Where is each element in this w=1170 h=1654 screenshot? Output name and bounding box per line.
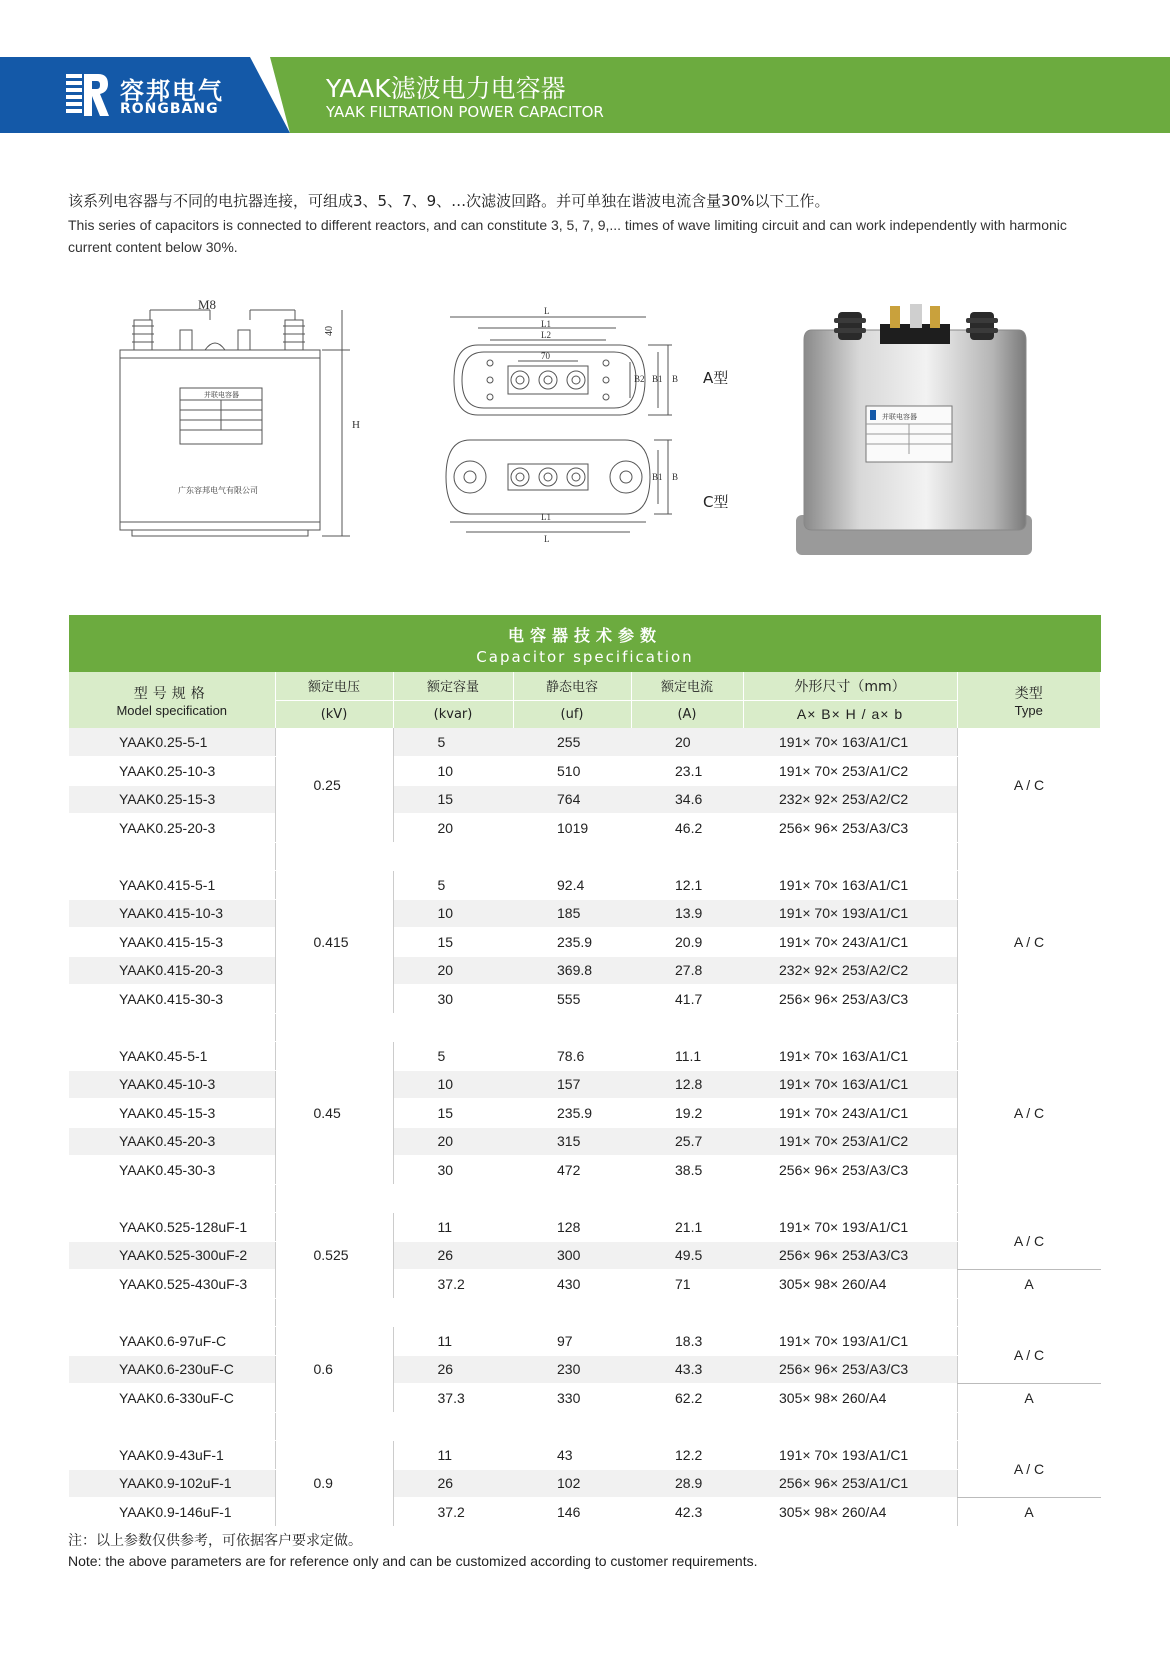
model-cell: YAAK0.25-10-3 — [69, 757, 275, 786]
spacer-cell — [69, 1298, 275, 1327]
dimensions-cell: 191× 70× 253/A1/C2 — [743, 757, 957, 786]
capacity-cell: 20 — [393, 1127, 513, 1156]
spacer-cell — [275, 1412, 393, 1441]
table-row — [69, 1070, 1101, 1099]
spacer-cell — [957, 1184, 1101, 1213]
model-cell: YAAK0.6-330uF-C — [69, 1384, 275, 1413]
dimensions-cell: 191× 70× 193/A1/C1 — [743, 1327, 957, 1356]
static-capacitance-cell: 43 — [513, 1441, 631, 1470]
spacer-cell — [393, 1013, 513, 1042]
dimensions-cell: 256× 96× 253/A3/C3 — [743, 1241, 957, 1270]
current-cell: 62.2 — [631, 1384, 743, 1413]
model-cell: YAAK0.25-20-3 — [69, 814, 275, 843]
photo-nameplate-title: 并联电容器 — [882, 413, 917, 421]
spacer-cell — [69, 1412, 275, 1441]
model-cell: YAAK0.9-43uF-1 — [69, 1441, 275, 1470]
static-capacitance-cell: 1019 — [513, 814, 631, 843]
dimensions-cell: 256× 96× 253/A3/C3 — [743, 814, 957, 843]
capacity-cell: 26 — [393, 1241, 513, 1270]
model-cell: YAAK0.415-30-3 — [69, 985, 275, 1014]
header-voltage-cn: 额定电压 — [275, 672, 393, 700]
type-cell: A / C — [957, 1327, 1101, 1384]
current-cell: 12.8 — [631, 1070, 743, 1099]
capacity-cell: 10 — [393, 757, 513, 786]
dimensions-cell: 191× 70× 253/A1/C2 — [743, 1127, 957, 1156]
static-capacitance-cell: 510 — [513, 757, 631, 786]
capacity-cell: 26 — [393, 1355, 513, 1384]
table-row — [69, 956, 1101, 985]
type-cell: A / C — [957, 1042, 1101, 1185]
spacer-cell — [743, 1412, 957, 1441]
static-capacitance-cell: 146 — [513, 1498, 631, 1527]
nameplate-title: 并联电容器 — [204, 391, 239, 399]
spacer-cell — [69, 842, 275, 871]
model-cell: YAAK0.6-97uF-C — [69, 1327, 275, 1356]
capacity-cell: 15 — [393, 785, 513, 814]
spacer-cell — [957, 1013, 1101, 1042]
current-cell: 12.1 — [631, 871, 743, 900]
current-cell: 13.9 — [631, 899, 743, 928]
spacer-cell — [513, 1298, 631, 1327]
current-cell: 25.7 — [631, 1127, 743, 1156]
spacer-cell — [631, 1412, 743, 1441]
table-row — [69, 1355, 1101, 1384]
static-capacitance-cell: 185 — [513, 899, 631, 928]
table-row — [69, 814, 1101, 843]
capacity-cell: 26 — [393, 1469, 513, 1498]
table-row — [69, 1498, 1101, 1527]
current-cell: 19.2 — [631, 1099, 743, 1128]
table-row — [69, 1042, 1101, 1071]
table-row — [69, 728, 1101, 757]
dimensions-cell: 232× 92× 253/A2/C2 — [743, 956, 957, 985]
page-header — [0, 57, 1170, 133]
spacer-cell — [631, 1013, 743, 1042]
spacer-cell — [513, 842, 631, 871]
capacity-cell: 15 — [393, 928, 513, 957]
static-capacitance-cell: 102 — [513, 1469, 631, 1498]
dimensions-cell: 256× 96× 253/A3/C3 — [743, 985, 957, 1014]
table-row — [69, 757, 1101, 786]
dimensions-cell: 191× 70× 193/A1/C1 — [743, 1213, 957, 1242]
note-text-en: Note: the above parameters are for reference only and can be customized according to customer requirements. — [68, 1553, 758, 1569]
table-row — [69, 1127, 1101, 1156]
dim-40-label: 40 — [324, 326, 335, 336]
static-capacitance-cell: 235.9 — [513, 1099, 631, 1128]
header-current-cn: 额定电流 — [631, 672, 743, 700]
current-cell: 49.5 — [631, 1241, 743, 1270]
model-cell: YAAK0.45-30-3 — [69, 1156, 275, 1185]
spacer-cell — [957, 1298, 1101, 1327]
spacer-cell — [743, 1013, 957, 1042]
model-cell: YAAK0.6-230uF-C — [69, 1355, 275, 1384]
spacer-cell — [69, 1184, 275, 1213]
capacity-cell: 20 — [393, 814, 513, 843]
capacity-cell: 5 — [393, 1042, 513, 1071]
table-row — [69, 871, 1101, 900]
static-capacitance-cell: 430 — [513, 1270, 631, 1299]
table-row — [69, 785, 1101, 814]
capacity-cell: 10 — [393, 1070, 513, 1099]
spec-table-title — [69, 615, 1101, 672]
voltage-cell: 0.6 — [275, 1327, 393, 1413]
capacity-cell: 11 — [393, 1327, 513, 1356]
page-title-cn: YAAK滤波电力电容器 — [326, 74, 566, 103]
spacer-cell — [743, 1298, 957, 1327]
dimensions-cell: 256× 96× 253/A3/C3 — [743, 1355, 957, 1384]
model-cell: YAAK0.9-102uF-1 — [69, 1469, 275, 1498]
model-cell: YAAK0.525-128uF-1 — [69, 1213, 275, 1242]
header-voltage-unit: (kV) — [275, 700, 393, 728]
spacer-cell — [631, 1184, 743, 1213]
table-row — [69, 928, 1101, 957]
type-cell: A — [957, 1384, 1101, 1413]
spec-table-title-cn: 电容器技术参数 — [507, 626, 662, 645]
dimensions-cell: 256× 96× 253/A1/C1 — [743, 1469, 957, 1498]
dimensions-cell: 191× 70× 163/A1/C1 — [743, 1070, 957, 1099]
capacity-cell: 37.3 — [393, 1384, 513, 1413]
type-cell: A — [957, 1498, 1101, 1527]
current-cell: 38.5 — [631, 1156, 743, 1185]
dim-70-label: 70 — [541, 351, 550, 361]
spacer-cell — [275, 1184, 393, 1213]
spacer-cell — [631, 1298, 743, 1327]
current-cell: 43.3 — [631, 1355, 743, 1384]
static-capacitance-cell: 472 — [513, 1156, 631, 1185]
spacer-cell — [275, 1013, 393, 1042]
capacity-cell: 20 — [393, 956, 513, 985]
current-cell: 41.7 — [631, 985, 743, 1014]
model-cell: YAAK0.525-300uF-2 — [69, 1241, 275, 1270]
dimensions-cell: 191× 70× 193/A1/C1 — [743, 899, 957, 928]
header-type-cn: 类型 — [1014, 685, 1043, 702]
static-capacitance-cell: 555 — [513, 985, 631, 1014]
spec-table-header — [69, 672, 1101, 728]
table-row — [69, 1099, 1101, 1128]
type-cell: A / C — [957, 871, 1101, 1014]
spacer-cell — [393, 1412, 513, 1441]
dim-b1-label: B1 — [652, 374, 663, 384]
model-cell: YAAK0.25-5-1 — [69, 728, 275, 757]
dimensions-cell: 191× 70× 193/A1/C1 — [743, 1441, 957, 1470]
capacitor-spec-table — [69, 672, 1101, 1527]
dim-l-c-label: L — [544, 534, 550, 544]
static-capacitance-cell: 255 — [513, 728, 631, 757]
static-capacitance-cell: 330 — [513, 1384, 631, 1413]
table-row — [69, 1327, 1101, 1356]
spacer-cell — [275, 1298, 393, 1327]
header-model-cn: 型号规格 — [133, 685, 210, 702]
dimensions-cell: 191× 70× 163/A1/C1 — [743, 728, 957, 757]
current-cell: 18.3 — [631, 1327, 743, 1356]
dim-h-label: H — [352, 419, 360, 431]
dimensions-cell: 191× 70× 243/A1/C1 — [743, 928, 957, 957]
dim-l1-label: L1 — [541, 319, 551, 329]
spacer-cell — [743, 842, 957, 871]
dim-l1-c-label: L1 — [541, 512, 551, 522]
dim-b2-label: B2 — [634, 374, 645, 384]
spacer-cell — [513, 1013, 631, 1042]
table-row — [69, 985, 1101, 1014]
spec-table-body — [69, 728, 1101, 1526]
spacer-cell — [743, 1184, 957, 1213]
static-capacitance-cell: 300 — [513, 1241, 631, 1270]
type-cell: A / C — [957, 1441, 1101, 1498]
current-cell: 12.2 — [631, 1441, 743, 1470]
spacer-cell — [513, 1412, 631, 1441]
dim-b-label: B — [672, 374, 679, 384]
model-cell: YAAK0.415-10-3 — [69, 899, 275, 928]
voltage-cell: 0.415 — [275, 871, 393, 1014]
table-row — [69, 1469, 1101, 1498]
current-cell: 20.9 — [631, 928, 743, 957]
spacer-cell — [513, 1184, 631, 1213]
current-cell: 46.2 — [631, 814, 743, 843]
group-spacer-row — [69, 1298, 1101, 1327]
static-capacitance-cell: 97 — [513, 1327, 631, 1356]
spacer-cell — [393, 842, 513, 871]
header-model-en: Model specification — [116, 702, 228, 718]
spacer-cell — [957, 842, 1101, 871]
current-cell: 71 — [631, 1270, 743, 1299]
table-row — [69, 1384, 1101, 1413]
type-c-label: C型 — [703, 493, 729, 511]
table-row — [69, 1241, 1101, 1270]
model-cell: YAAK0.25-15-3 — [69, 785, 275, 814]
capacity-cell: 10 — [393, 899, 513, 928]
group-spacer-row — [69, 1412, 1101, 1441]
static-capacitance-cell: 128 — [513, 1213, 631, 1242]
spacer-cell — [393, 1184, 513, 1213]
table-row — [69, 899, 1101, 928]
capacity-cell: 15 — [393, 1099, 513, 1128]
spacer-cell — [69, 1013, 275, 1042]
header-type — [957, 672, 1101, 728]
header-capacity-unit: (kvar) — [393, 700, 513, 728]
spacer-cell — [631, 842, 743, 871]
model-cell: YAAK0.415-20-3 — [69, 956, 275, 985]
group-spacer-row — [69, 1013, 1101, 1042]
intro-text-en: This series of capacitors is connected to different reactors, and can constitute 3, 5, 7, 9,... times of wave limiting circuit and can work independently with harmonic current content below 30%. — [68, 217, 1067, 255]
spacer-cell — [275, 842, 393, 871]
header-static-unit: (uf) — [513, 700, 631, 728]
dimensions-cell: 191× 70× 163/A1/C1 — [743, 1042, 957, 1071]
dimensions-cell: 305× 98× 260/A4 — [743, 1384, 957, 1413]
model-cell: YAAK0.45-20-3 — [69, 1127, 275, 1156]
current-cell: 20 — [631, 728, 743, 757]
dim-l2-label: L2 — [541, 330, 551, 340]
capacity-cell: 37.2 — [393, 1498, 513, 1527]
type-cell: A — [957, 1270, 1101, 1299]
capacity-cell: 30 — [393, 1156, 513, 1185]
current-cell: 34.6 — [631, 785, 743, 814]
current-cell: 27.8 — [631, 956, 743, 985]
voltage-cell: 0.45 — [275, 1042, 393, 1185]
voltage-cell: 0.9 — [275, 1441, 393, 1527]
capacity-cell: 5 — [393, 728, 513, 757]
type-cell: A / C — [957, 1213, 1101, 1270]
note-text-cn: 注：以上参数仅供参考，可依据客户要求定做。 — [68, 1533, 362, 1549]
capacitor-product-photo — [790, 300, 1040, 560]
static-capacitance-cell: 157 — [513, 1070, 631, 1099]
static-capacitance-cell: 235.9 — [513, 928, 631, 957]
dimensions-cell: 256× 96× 253/A3/C3 — [743, 1156, 957, 1185]
voltage-cell: 0.25 — [275, 728, 393, 842]
header-capacity-cn: 额定容量 — [393, 672, 513, 700]
model-cell: YAAK0.415-5-1 — [69, 871, 275, 900]
header-type-en: Type — [1014, 702, 1043, 718]
header-size-cn: 外形尺寸（mm） — [743, 672, 957, 700]
intro-text-cn: 该系列电容器与不同的电抗器连接，可组成3、5、7、9、…次滤波回路。并可单独在谐波电流含量30%以下工作。 — [68, 192, 830, 210]
static-capacitance-cell: 369.8 — [513, 956, 631, 985]
dimensions-cell: 305× 98× 260/A4 — [743, 1498, 957, 1527]
table-row — [69, 1441, 1101, 1470]
capacity-cell: 30 — [393, 985, 513, 1014]
capacity-cell: 5 — [393, 871, 513, 900]
header-model — [69, 672, 275, 728]
capacity-cell: 11 — [393, 1213, 513, 1242]
voltage-cell: 0.525 — [275, 1213, 393, 1299]
table-row — [69, 1156, 1101, 1185]
dim-l-label: L — [544, 306, 550, 316]
spec-table-title-en: Capacitor specification — [476, 648, 694, 666]
group-spacer-row — [69, 842, 1101, 871]
spacer-cell — [393, 1298, 513, 1327]
brand-name-en: RONGBANG — [120, 101, 219, 117]
current-cell: 28.9 — [631, 1469, 743, 1498]
dimensions-cell: 232× 92× 253/A2/C2 — [743, 785, 957, 814]
table-row — [69, 1270, 1101, 1299]
static-capacitance-cell: 78.6 — [513, 1042, 631, 1071]
page-title-en: YAAK FILTRATION POWER CAPACITOR — [326, 103, 604, 121]
current-cell: 11.1 — [631, 1042, 743, 1071]
static-capacitance-cell: 92.4 — [513, 871, 631, 900]
front-view-drawing — [110, 300, 380, 575]
static-capacitance-cell: 764 — [513, 785, 631, 814]
dim-m8-label: M8 — [198, 300, 217, 312]
capacity-cell: 37.2 — [393, 1270, 513, 1299]
current-cell: 21.1 — [631, 1213, 743, 1242]
dim-b-c-label: B — [672, 472, 679, 482]
model-cell: YAAK0.9-146uF-1 — [69, 1498, 275, 1527]
spacer-cell — [957, 1412, 1101, 1441]
plan-view-drawing — [440, 300, 760, 570]
model-cell: YAAK0.415-15-3 — [69, 928, 275, 957]
header-current-unit: (A) — [631, 700, 743, 728]
group-spacer-row — [69, 1184, 1101, 1213]
static-capacitance-cell: 230 — [513, 1355, 631, 1384]
rongbang-logo-icon — [66, 72, 110, 118]
model-cell: YAAK0.45-5-1 — [69, 1042, 275, 1071]
type-a-label: A型 — [703, 369, 729, 387]
brand-name-cn: 容邦电气 — [120, 77, 224, 105]
capacity-cell: 11 — [393, 1441, 513, 1470]
model-cell: YAAK0.45-10-3 — [69, 1070, 275, 1099]
current-cell: 42.3 — [631, 1498, 743, 1527]
dimensions-cell: 191× 70× 163/A1/C1 — [743, 871, 957, 900]
dimensions-cell: 305× 98× 260/A4 — [743, 1270, 957, 1299]
header-size-unit: A× B× H / a× b — [743, 700, 957, 728]
header-static-cn: 静态电容 — [513, 672, 631, 700]
dim-b1-c-label: B1 — [652, 472, 663, 482]
current-cell: 23.1 — [631, 757, 743, 786]
type-cell: A / C — [957, 728, 1101, 842]
table-row — [69, 1213, 1101, 1242]
model-cell: YAAK0.525-430uF-3 — [69, 1270, 275, 1299]
static-capacitance-cell: 315 — [513, 1127, 631, 1156]
dimensions-cell: 191× 70× 243/A1/C1 — [743, 1099, 957, 1128]
model-cell: YAAK0.45-15-3 — [69, 1099, 275, 1128]
maker-label: 广东容邦电气有限公司 — [178, 486, 258, 495]
